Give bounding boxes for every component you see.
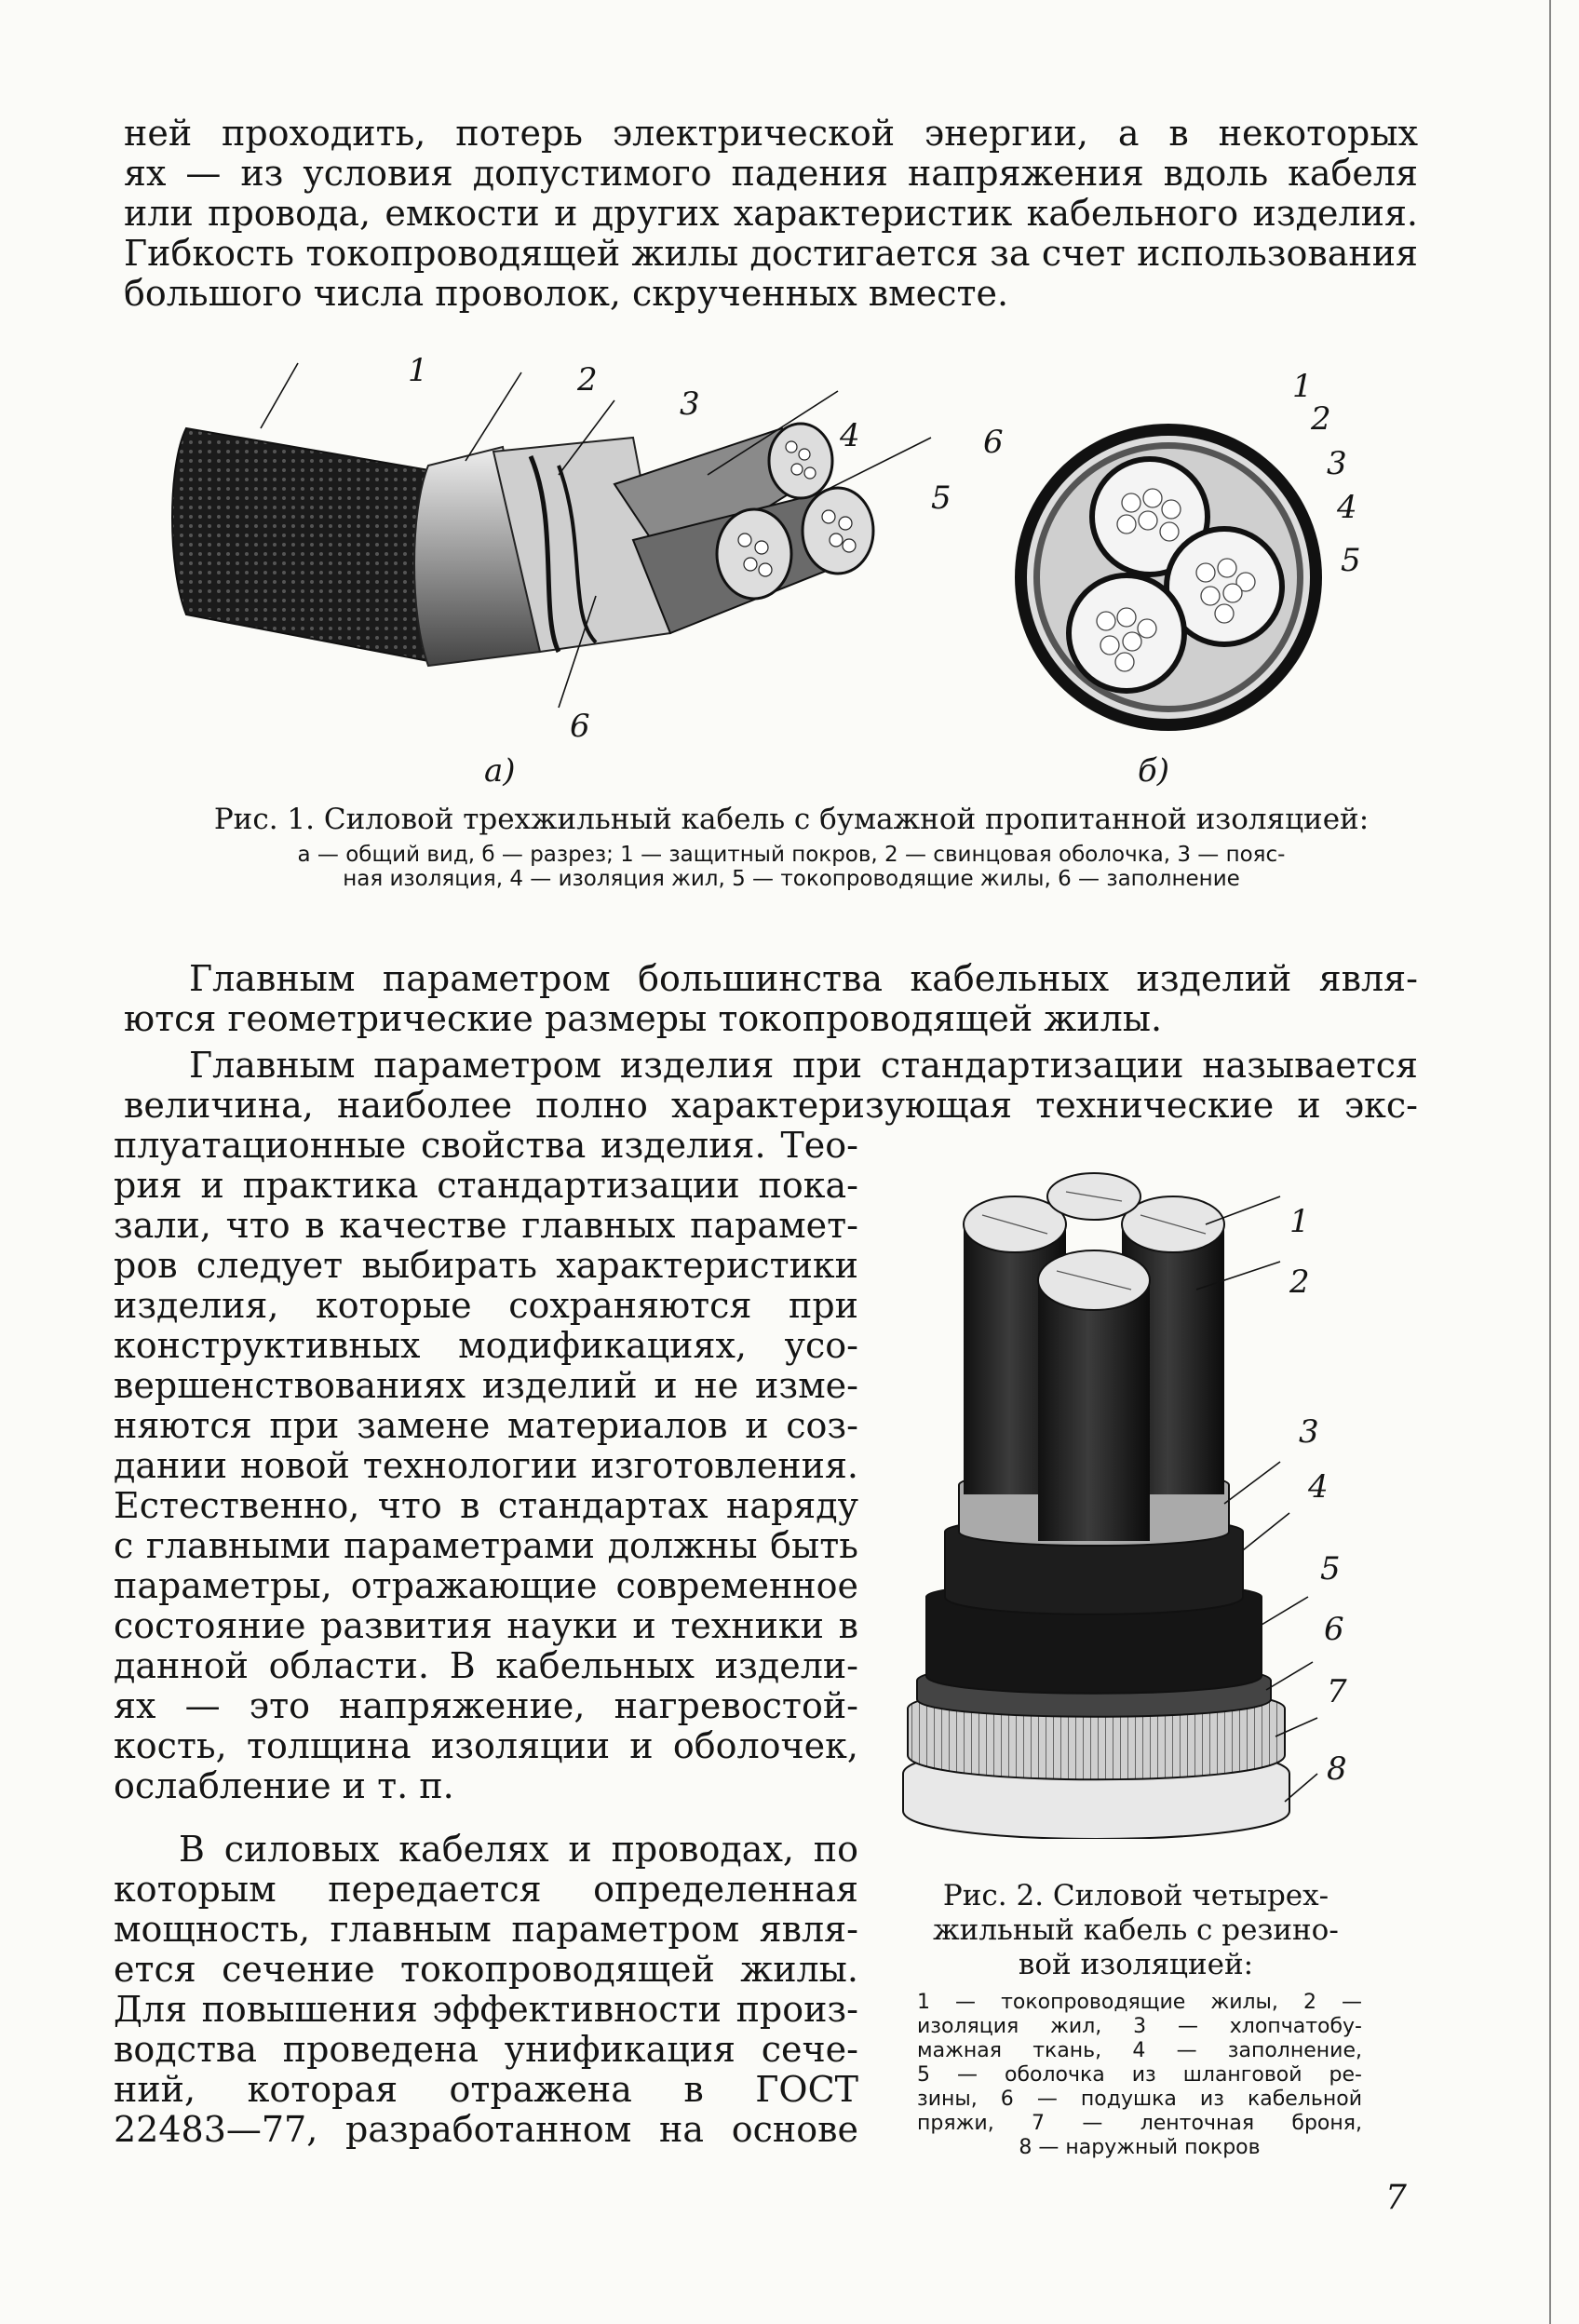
text-line: Главным параметром изделия при стандартизации называется [189,1046,1418,1086]
callout-3a: 3 [680,385,700,423]
figure2-legend [917,1991,1362,2160]
callout-4b: 4 [1337,489,1357,526]
legend-line: 1 — токопроводящие жилы, 2 — [917,1991,1362,2014]
callout-1a: 1 [408,352,428,389]
legend-line: мажная ткань, 4 — заполнение, [917,2039,1362,2062]
figure2-caption-line1: Рис. 2. Силовой четырех- [942,1879,1329,1912]
text-line: ях — это напряжение, нагревостой- [114,1686,858,1726]
callout-4a: 4 [840,417,860,454]
text-line: данной области. В кабельных издели- [114,1646,858,1686]
callout-fig2-4: 4 [1308,1468,1329,1506]
figure2-caption-line2: жильный кабель с резино- [933,1913,1339,1947]
callout-5a: 5 [931,480,951,517]
text-line: ются геометрические размеры токопроводящей жилы. [124,999,1163,1039]
paragraph-main-1 [124,959,1418,1039]
text-line: зали, что в качестве главных парамет- [114,1206,858,1246]
text-line: Для повышения эффективности произ- [114,1990,858,2030]
figure1-caption-line1: а — общий вид, б — разрез; 1 — защитный покров, 2 — свинцовая оболочка, 3 — пояс- [297,843,1286,867]
text-line: рия и практика стандартизации пока- [114,1166,858,1206]
legend-line: зины, 6 — подушка из кабельной [917,2088,1362,2111]
callout-fig2-6: 6 [1324,1611,1344,1648]
text-line: величина, наиболее полно характеризующая технические и экс- [124,1086,1418,1126]
text-line: состояние развития науки и техники в [114,1606,858,1646]
legend-line: изоляция жил, 3 — хлопчатобу- [917,2015,1362,2038]
paragraph-main-2-column [114,1126,858,1806]
callout-3b: 3 [1327,445,1347,482]
figure1-general-view [149,354,968,754]
callout-fig2-1: 1 [1289,1203,1310,1240]
text-line: В силовых кабелях и проводах, по [179,1830,858,1870]
paragraph-main-3 [114,1830,858,2150]
text-line: ется сечение токопроводящей жилы. [114,1950,858,1990]
text-line: ний, которая отражена в ГОСТ [114,2070,858,2110]
figure1-cross-section [1005,414,1331,740]
paragraph-main-2-full [124,1046,1418,1126]
text-line: большого числа проволок, скрученных вместе. [124,274,1009,314]
figure2-caption-line3: вой изоляцией: [1018,1948,1254,1981]
callout-fig2-2: 2 [1289,1263,1310,1301]
text-line: мощность, главным параметром явля- [114,1910,858,1950]
text-line: вершенствованиях изделий и не изме- [114,1366,858,1406]
figure1-caption-title: Рис. 1. Силовой трехжильный кабель с бумажной пропитанной изоляцией: [213,803,1370,836]
callout-fig2-7: 7 [1327,1673,1347,1710]
callout-2a: 2 [577,361,598,399]
text-line: дании новой технологии изготовления. [114,1446,858,1486]
page-edge-line [1549,0,1551,2324]
text-line: плуатационные свойства изделия. Тео- [114,1126,858,1166]
callout-fig2-8: 8 [1327,1750,1347,1788]
callout-6b: 6 [983,424,1004,461]
text-line: или провода, емкости и других характеристик кабельного изделия. [124,194,1418,234]
legend-line: 5 — оболочка из шланговой ре- [917,2063,1362,2087]
callout-2b: 2 [1311,400,1331,438]
text-line: с главными параметрами должны быть [114,1526,858,1566]
text-line: ров следует выбирать характеристики [114,1246,858,1286]
text-line: изделия, которые сохраняются при [114,1286,858,1326]
callout-fig2-3: 3 [1299,1413,1319,1451]
text-line: Естественно, что в стандартах наряду [114,1486,858,1526]
text-line: ях — из условия допустимого падения напряжения вдоль кабеля [124,154,1418,194]
paragraph-top [124,114,1418,314]
text-line: водства проведена унификация сече- [114,2030,858,2070]
legend-line: 8 — наружный покров [1019,2136,1261,2159]
text-line: няются при замене материалов и соз- [114,1406,858,1446]
text-line: ослабление и т. п. [114,1766,454,1806]
figure1-view-a-label: а) [484,752,516,790]
text-line: кость, толщина изоляции и оболочек, [114,1726,858,1766]
callout-5b: 5 [1341,542,1361,579]
callout-1b: 1 [1292,368,1313,405]
text-line: параметры, отражающие современное [114,1566,858,1606]
callout-6a: 6 [570,708,590,745]
text-line: конструктивных модификациях, усо- [114,1326,858,1366]
text-line: которым передается определенная [114,1870,858,1910]
text-line: ней проходить, потерь электрической энергии, а в некоторых [124,114,1418,154]
text-line: Главным параметром большинства кабельных изделий явля- [189,959,1418,999]
figure1-caption-line2: ная изоляция, 4 — изоляция жил, 5 — токопроводящие жилы, 6 — заполнение [343,867,1240,891]
legend-line: пряжи, 7 — ленточная броня, [917,2112,1362,2135]
figure1-view-b-label: б) [1138,752,1170,790]
text-line: 22483—77, разработанном на основе [114,2110,858,2150]
figure2-cable [889,1159,1327,1839]
page-number: 7 [1385,2179,1407,2217]
callout-fig2-5: 5 [1320,1550,1341,1588]
text-line: Гибкость токопроводящей жилы достигается за счет использования [124,234,1418,274]
